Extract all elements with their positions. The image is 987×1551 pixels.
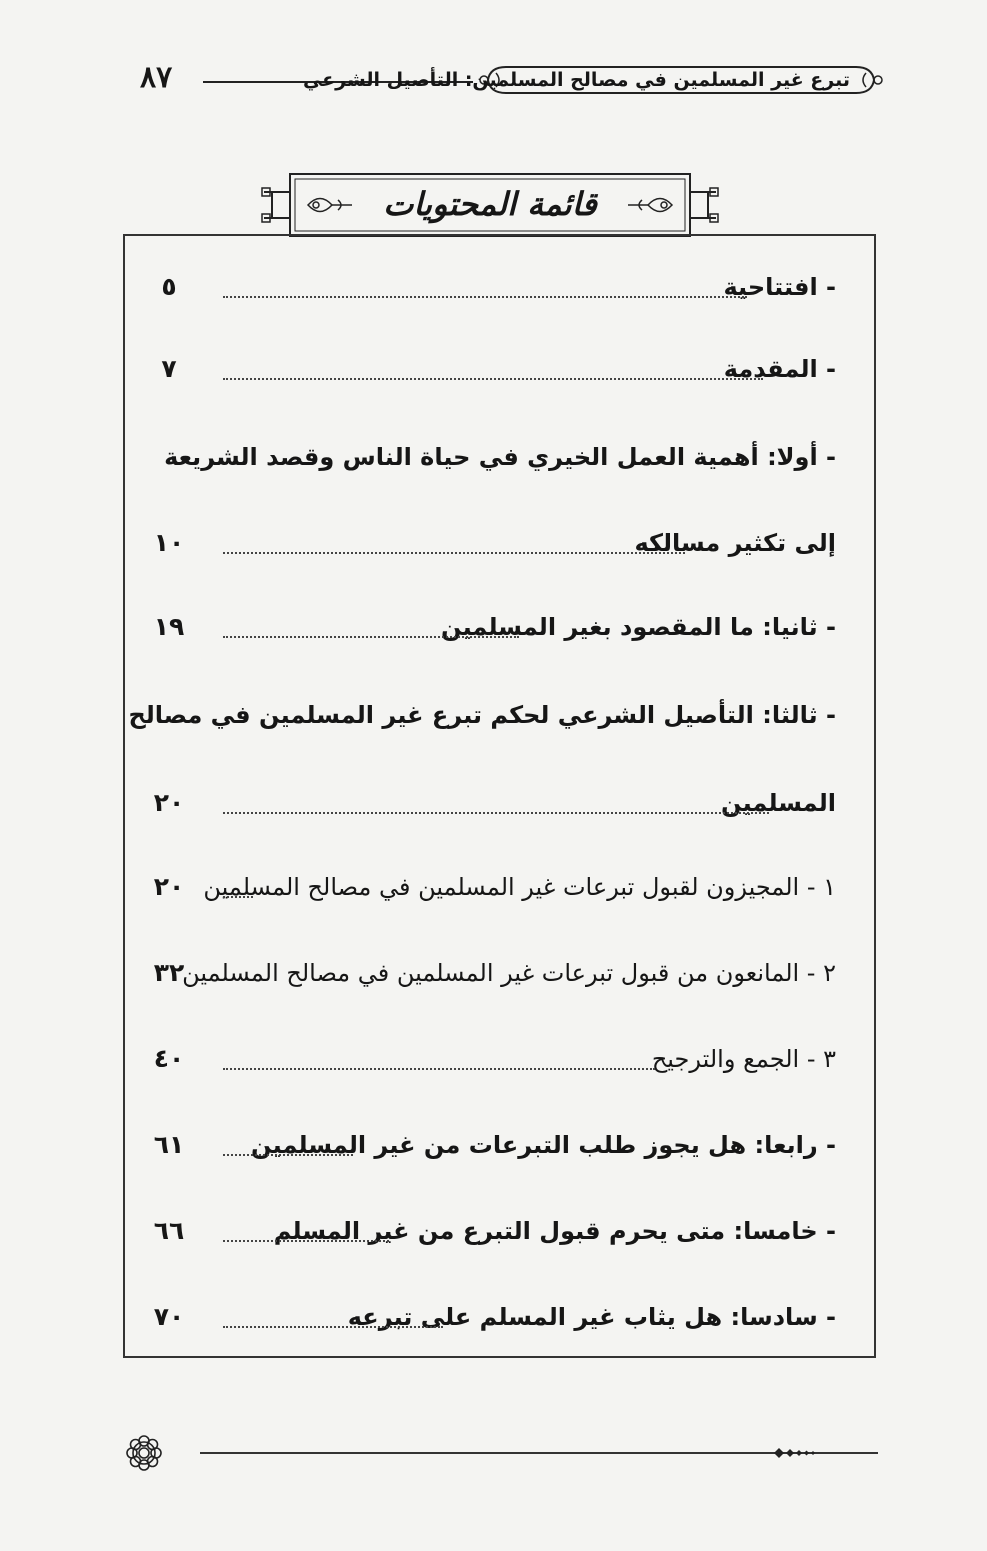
- toc-entry-text: - ثالثا: التأصيل الشرعي لحكم تبرع غير المسلمين في مصالح: [128, 701, 836, 729]
- toc-entry: [125, 602, 874, 652]
- leader-dots: [223, 588, 519, 638]
- toc-entry: [125, 1206, 874, 1256]
- toc-entry-text: - المقدمة: [723, 355, 836, 383]
- running-title: تبرع غير المسلمين في مصالح المسلمين: التأصيل الشرعي: [302, 69, 850, 91]
- toc-title: قائمة المحتويات: [383, 185, 597, 223]
- toc-entry-page: ٤٠: [153, 1044, 185, 1073]
- leader-dots: [223, 248, 747, 298]
- leader-dots: [223, 848, 253, 898]
- toc-entry-page: ٧٠: [153, 1302, 185, 1331]
- toc-entry-page: ٢٠: [153, 872, 185, 901]
- leader-dots: [223, 504, 685, 554]
- toc-entry: [125, 948, 874, 998]
- toc-box: [123, 234, 876, 1358]
- rosette-icon: [110, 1432, 200, 1474]
- toc-entry-page: ٧: [161, 354, 177, 383]
- running-page-number: ٨٧: [140, 60, 173, 95]
- toc-entry: [125, 518, 874, 568]
- toc-entry-line: [125, 432, 874, 482]
- toc-entry-text: - أولا: أهمية العمل الخيري في حياة الناس وقصد الشريعة: [164, 443, 836, 471]
- leader-dots: [223, 1192, 389, 1242]
- toc-entry-text: المسلمين: [720, 789, 836, 817]
- toc-entry-text: ١ - المجيزون لقبول تبرعات غير المسلمين في مصالح المسلمين: [203, 873, 836, 901]
- toc-entry-page: ١٠: [153, 528, 185, 557]
- toc-entry: [125, 1292, 874, 1342]
- toc-entry: [125, 1034, 874, 1084]
- toc-entry-line: [125, 690, 874, 740]
- leader-dots: [223, 1278, 443, 1328]
- toc-entry-page: ٦١: [153, 1130, 185, 1159]
- toc-entry-text: - خامسا: متى يحرم قبول التبرع من غير المسلم: [273, 1217, 836, 1245]
- toc-title-cartouche: [260, 170, 720, 240]
- toc-entry-text: ٣ - الجمع والترجيح: [651, 1045, 836, 1073]
- leader-dots: [223, 764, 769, 814]
- toc-entry-page: ١٩: [153, 612, 185, 641]
- toc-entry-text: - رابعا: هل يجوز طلب التبرعات من غير المسلمين: [251, 1131, 836, 1159]
- toc-entry-text: - ثانيا: ما المقصود بغير المسلمين: [441, 613, 836, 641]
- toc-entry-text: - سادسا: هل يثاب غير المسلم على تبرعه: [347, 1303, 836, 1331]
- toc-entry-page: ٢٠: [153, 788, 185, 817]
- toc-entry-text: ٢ - المانعون من قبول تبرعات غير المسلمين في مصالح المسلمين: [182, 959, 836, 987]
- toc-entry: [125, 862, 874, 912]
- toc-entry-page: ٣٢: [153, 958, 185, 987]
- toc-entry: [125, 1120, 874, 1170]
- toc-entry-page: ٦٦: [153, 1216, 185, 1245]
- toc-entry: [125, 344, 874, 394]
- running-title-frame: [302, 61, 886, 99]
- leader-dots: [223, 1020, 655, 1070]
- toc-entry-page: ٥: [161, 272, 177, 301]
- toc-entry-text: إلى تكثير مسالكه: [634, 529, 836, 557]
- toc-entry: [125, 262, 874, 312]
- diamond-ornament-icon: [768, 1444, 828, 1462]
- leader-dots: [223, 1106, 353, 1156]
- leader-dots: [223, 330, 763, 380]
- toc-entry: [125, 778, 874, 828]
- toc-entry-text: - افتتاحية: [723, 273, 836, 301]
